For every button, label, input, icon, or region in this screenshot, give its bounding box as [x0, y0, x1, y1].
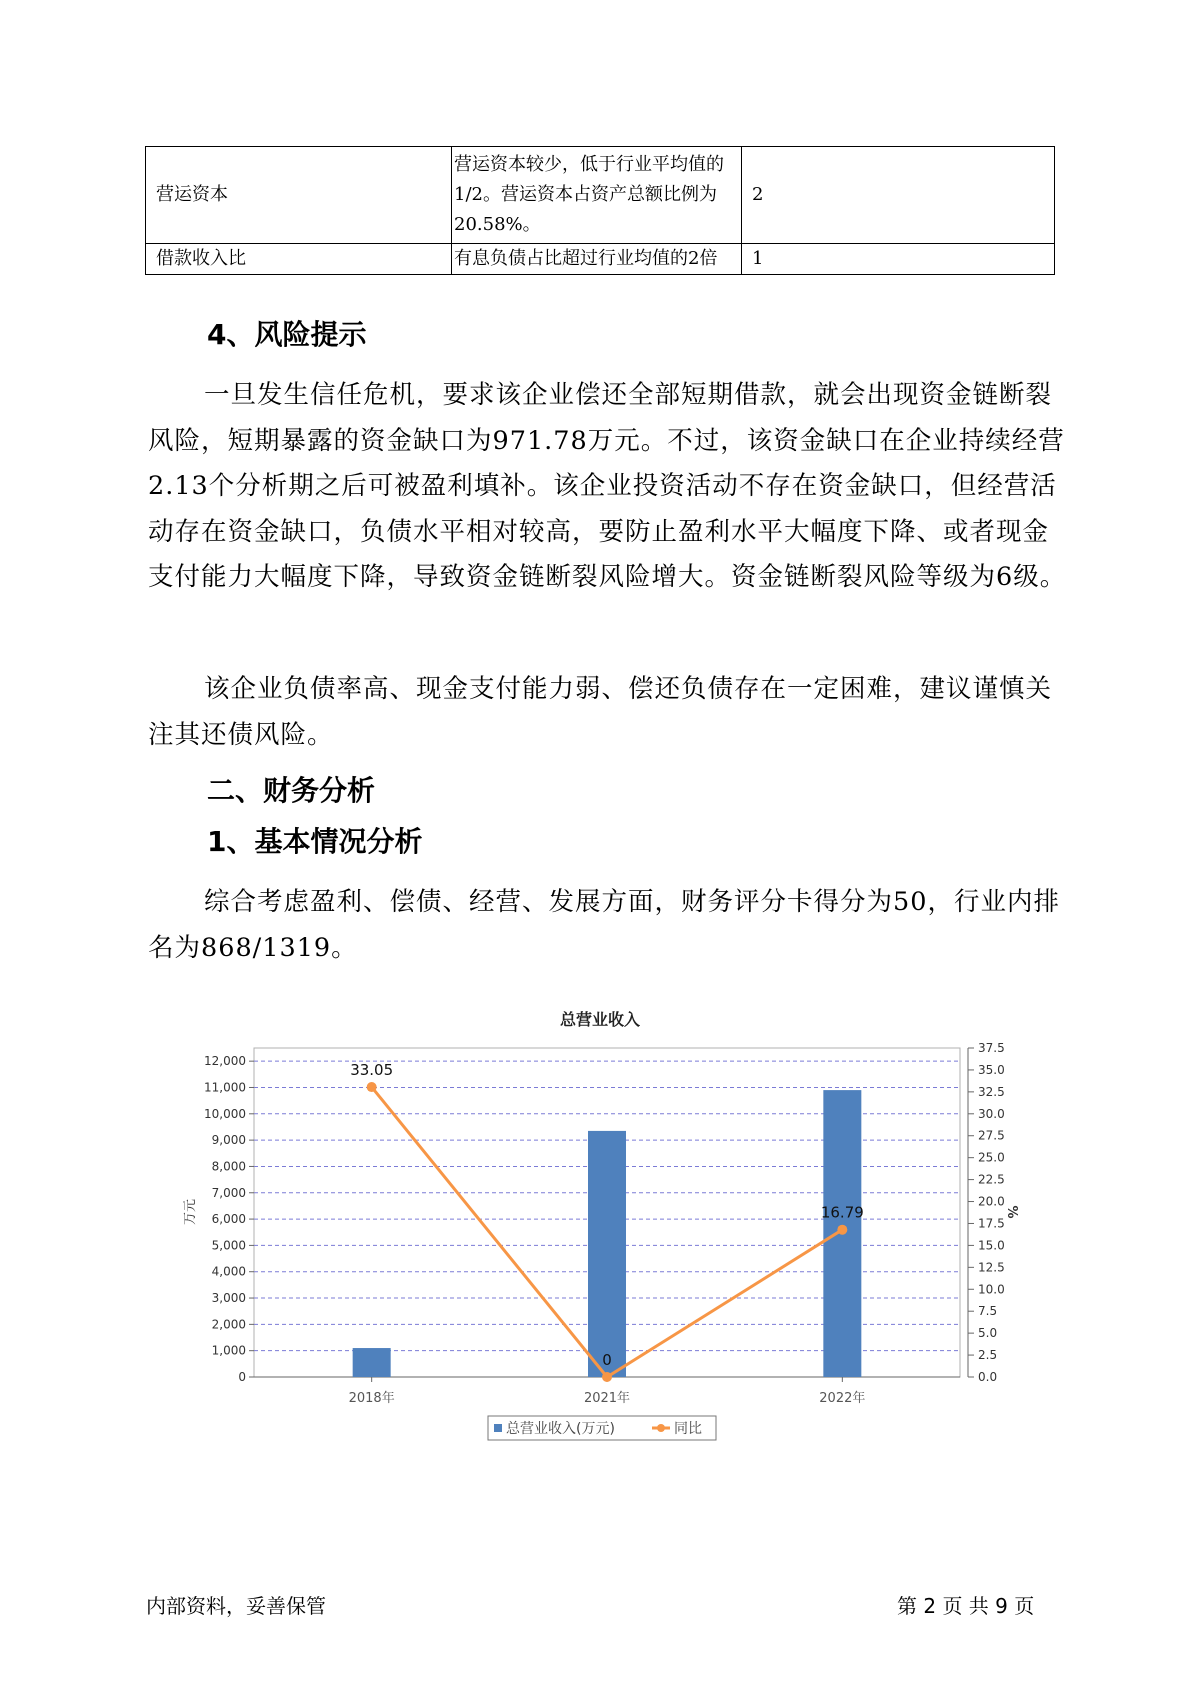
- y2-axis-label: %: [1004, 1205, 1019, 1219]
- indicator-name: 借款收入比: [146, 244, 452, 275]
- y-tick-label: 12,000: [204, 1054, 246, 1069]
- legend-line-label: 同比: [674, 1421, 702, 1437]
- y2-tick-label: 17.5: [978, 1216, 1005, 1231]
- revenue-chart: [170, 1000, 1030, 1460]
- x-tick-label: 2022年: [819, 1391, 866, 1406]
- indicator-score: 1: [742, 244, 1055, 275]
- x-tick-label: 2018年: [348, 1391, 395, 1406]
- y2-tick-label: 15.0: [978, 1238, 1005, 1253]
- legend-bar-swatch: [494, 1424, 502, 1432]
- yoy-point: [602, 1372, 612, 1382]
- y-tick-label: 9,000: [211, 1133, 246, 1148]
- y2-tick-label: 0.0: [978, 1370, 998, 1384]
- y2-tick-label: 27.5: [978, 1128, 1005, 1143]
- risk-indicator-table: [145, 146, 1055, 275]
- y2-tick-label: 25.0: [978, 1150, 1005, 1165]
- y-tick-label: 3,000: [211, 1291, 246, 1306]
- y-tick-label: 2,000: [211, 1317, 246, 1332]
- y-tick-label: 11,000: [204, 1080, 246, 1095]
- data-label: 33.05: [350, 1061, 394, 1080]
- bar: [588, 1131, 626, 1377]
- y2-tick-label: 35.0: [978, 1062, 1005, 1077]
- x-tick-label: 2021年: [583, 1391, 631, 1406]
- chart-title: 总营业收入: [559, 1010, 641, 1029]
- y-tick-label: 4,000: [211, 1264, 246, 1279]
- table-row: [146, 147, 1055, 244]
- y-tick-label: 6,000: [211, 1212, 246, 1227]
- y2-tick-label: 22.5: [978, 1172, 1005, 1187]
- section-heading-basic: 1、基本情况分析: [207, 825, 423, 858]
- data-label: 16.79: [820, 1203, 864, 1222]
- y-tick-label: 7,000: [211, 1185, 246, 1200]
- y-tick-label: 1,000: [211, 1343, 246, 1358]
- y2-tick-label: 12.5: [978, 1260, 1005, 1275]
- indicator-description: 有息负债占比超过行业均值的2倍: [452, 244, 742, 275]
- table-row: [146, 244, 1055, 275]
- indicator-score: 2: [742, 147, 1055, 244]
- y-tick-label: 8,000: [211, 1159, 246, 1174]
- footer-page-number: 第 2 页 共 9 页: [897, 1594, 1035, 1618]
- y2-tick-label: 5.0: [978, 1326, 998, 1341]
- y2-tick-label: 32.5: [978, 1084, 1005, 1099]
- y2-tick-label: 10.0: [978, 1282, 1005, 1297]
- y2-tick-label: 30.0: [978, 1106, 1005, 1121]
- indicator-name: 营运资本: [146, 147, 452, 244]
- yoy-point: [367, 1082, 377, 1092]
- footer-confidential: 内部资料，妥善保管: [146, 1594, 326, 1618]
- legend-line-marker: [657, 1424, 665, 1432]
- y2-tick-label: 7.5: [978, 1304, 998, 1319]
- legend-bar-label: 总营业收入(万元): [506, 1421, 615, 1437]
- y-axis-label: 万元: [183, 1198, 198, 1226]
- y2-tick-label: 37.5: [978, 1041, 1005, 1055]
- section-heading-financial: 二、财务分析: [207, 774, 376, 807]
- y2-tick-label: 20.0: [978, 1194, 1005, 1209]
- data-label: 0: [602, 1351, 612, 1369]
- y-tick-label: 0: [238, 1370, 246, 1384]
- y-tick-label: 5,000: [211, 1238, 246, 1253]
- indicator-description: 营运资本较少，低于行业平均值的1/2。营运资本占资产总额比例为20.58%。: [452, 147, 742, 244]
- section-heading-risk: 4、风险提示: [207, 318, 367, 351]
- risk-paragraph-2: 该企业负债率高、现金支付能力弱、偿还负债存在一定困难，建议谨慎关注其还债风险。: [148, 674, 1053, 750]
- risk-paragraph-1: 一旦发生信任危机，要求该企业偿还全部短期借款，就会出现资金链断裂风险，短期暴露的资金缺口为971.78万元。不过，该资金缺口在企业持续经营 2.13个分析期之后可被盈利填补。该企业投资活动不存在资金缺口，但经营活动存在资金缺口，负债水平相对较高，要防止盈利水平大幅度下降、或者现金支付能力大幅度下降，导致资金链断裂风险增大。资金链断裂风险等级为6级。: [148, 380, 1067, 592]
- y-tick-label: 10,000: [204, 1106, 246, 1121]
- y2-tick-label: 2.5: [978, 1348, 998, 1363]
- yoy-point: [837, 1225, 847, 1235]
- basic-paragraph: 综合考虑盈利、偿债、经营、发展方面，财务评分卡得分为50，行业内排名为868/1319。: [148, 887, 1060, 963]
- bar: [353, 1348, 391, 1377]
